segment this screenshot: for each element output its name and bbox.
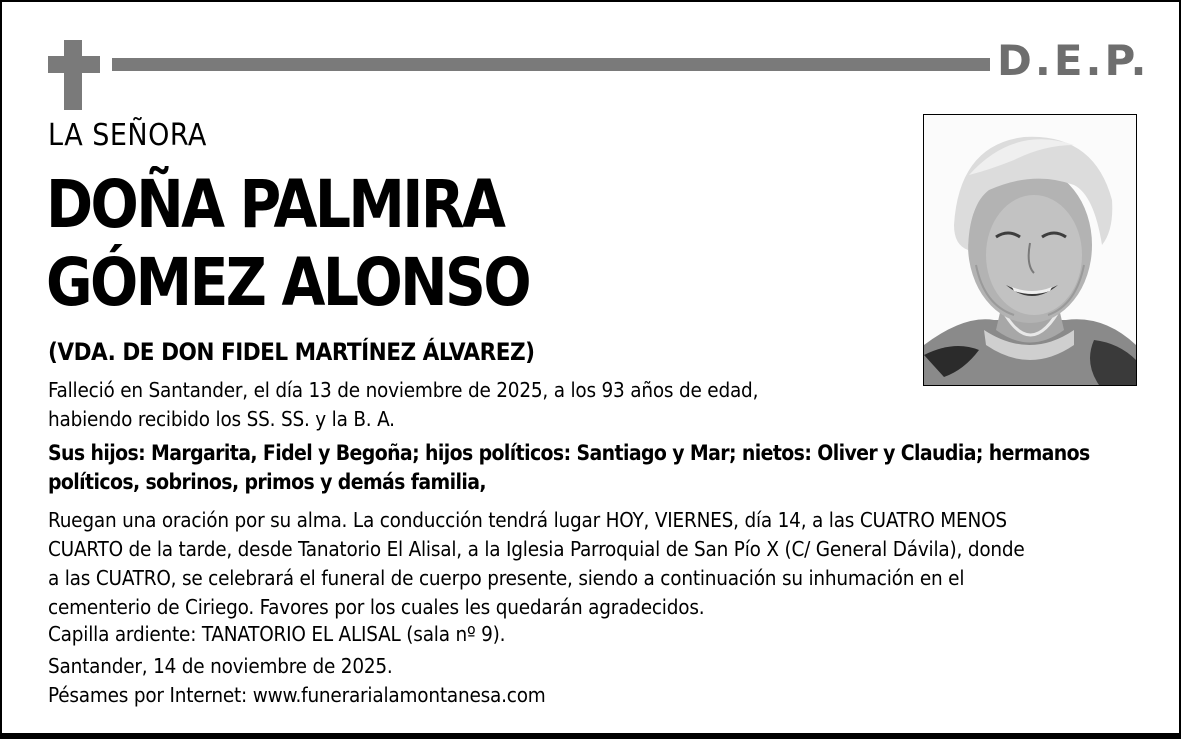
deceased-name-line1: DOÑA PALMIRA (46, 166, 504, 243)
widow-of: (VDA. DE DON FIDEL MARTÍNEZ ÁLVAREZ) (48, 338, 535, 366)
condolences-web: Pésames por Internet: www.funerarialamontanesa.com (48, 683, 546, 707)
header-rule (112, 58, 990, 71)
portrait-photo (923, 114, 1137, 386)
death-notice (48, 376, 908, 434)
service-line: cementerio de Ciriego. Favores por los cuales les quedarán agradecidos. (48, 595, 705, 619)
death-line: habiendo recibido los SS. SS. y la B. A. (48, 407, 395, 431)
family-line: Sus hijos: Margarita, Fidel y Begoña; hijos políticos: Santiago y Mar; nietos: Oliver y Claudia; hermanos (48, 441, 1090, 465)
portrait-image (924, 115, 1136, 385)
place-date: Santander, 14 de noviembre de 2025. (48, 654, 393, 678)
title-prefix: LA SEÑORA (48, 118, 207, 153)
service-line: Ruegan una oración por su alma. La conducción tendrá lugar HOY, VIERNES, día 14, a las CUATRO MENOS (48, 508, 1007, 532)
death-line: Falleció en Santander, el día 13 de noviembre de 2025, a los 93 años de edad, (48, 378, 759, 402)
dep-label: D.E.P. (997, 36, 1150, 85)
family-line: políticos, sobrinos, primos y demás familia, (48, 470, 486, 494)
service-line: CUARTO de la tarde, desde Tanatorio El Alisal, a la Iglesia Parroquial de San Pío X (C/ General Dávila), donde (48, 537, 1025, 561)
cross-icon-bar (48, 56, 100, 73)
service-line: a las CUATRO, se celebrará el funeral de cuerpo presente, siendo a continuación su inhumación en el (48, 566, 965, 590)
service-details (48, 506, 1148, 622)
deceased-name-line2: GÓMEZ ALONSO (46, 244, 530, 321)
cross-icon (64, 40, 82, 110)
family-list (48, 439, 1148, 497)
chapel-info: Capilla ardiente: TANATORIO EL ALISAL (sala nº 9). (48, 622, 506, 646)
